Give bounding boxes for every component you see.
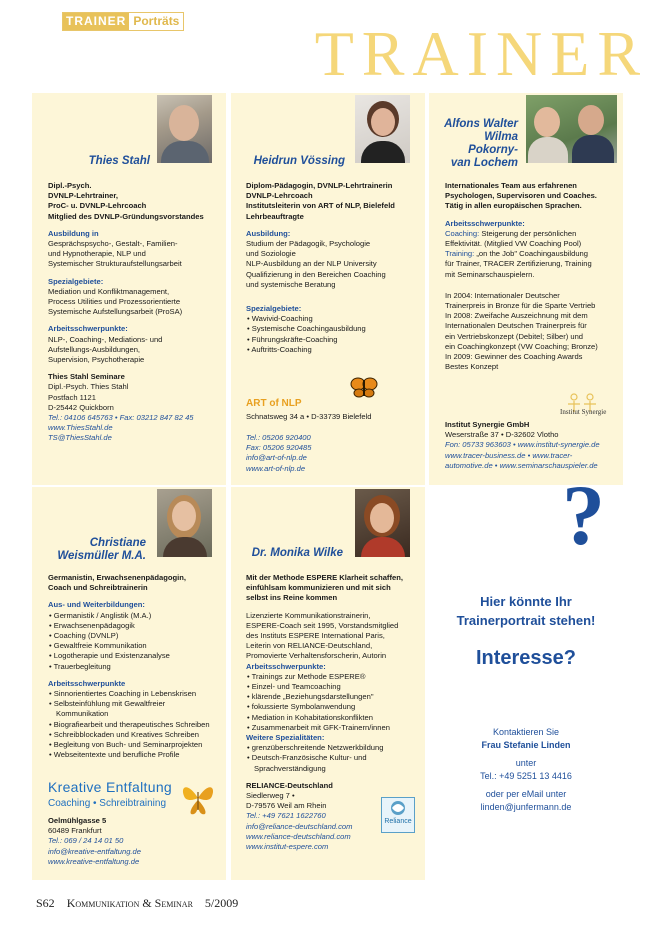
photo-monika-wilke [355, 489, 410, 557]
section-tag-trainer: TRAINER [63, 13, 129, 30]
text-line: Leiterin von RELIANCE-Deutschland, [246, 641, 373, 651]
question-mark-icon: ? [562, 467, 605, 563]
list-item: • Trainings zur Methode ESPERE® [254, 672, 424, 682]
award-line: Internationalen Deutschen Trainerpreis für [445, 321, 587, 331]
trainer-name-line: Weismüller M.A. [57, 550, 146, 562]
website-link[interactable]: www.art-of-nlp.de [246, 463, 306, 473]
qualification: DVNLP-Lehrtrainer, [48, 191, 119, 201]
ad-contact-phone: Tel.: +49 5251 13 4416 [480, 770, 572, 781]
ad-contact-email[interactable]: linden@junfermann.de [480, 801, 572, 812]
section-heading: Arbeitsschwerpunkte: [48, 324, 128, 334]
list-item: • Selbsteinfühlung mit Gewaltfreier [56, 699, 224, 709]
qualification: ProC- u. DVNLP-Lehrcoach [48, 201, 147, 211]
award-line: ein Vertriebskonzept (Debitel; Silber) und [445, 331, 584, 341]
text-line: des Instituts ESPERE International Paris, [246, 631, 385, 641]
text-line: Lizenzierte Kommunikationstrainerin, [246, 610, 371, 620]
trainer-details [48, 181, 223, 444]
label: Coaching: [445, 228, 480, 238]
email-link[interactable]: info@reliance-deutschland.com [246, 821, 353, 831]
ad-contact [429, 726, 623, 813]
list-item: • Einzel- und Teamcoaching [254, 682, 424, 692]
email-link[interactable]: info@art-of-nlp.de [246, 453, 307, 463]
list-item: • Erwachsenenpädagogik [56, 621, 224, 631]
organization-logo: ART of NLP [246, 398, 302, 409]
section-heading: Arbeitsschwerpunkte: [246, 661, 326, 671]
email-link[interactable]: TS@ThiesStahl.de [48, 433, 112, 443]
qualification: Psychologen, Supervisoren und Coaches. [445, 191, 597, 201]
trainer-details [246, 181, 424, 355]
list-item: • Gewaltfreie Kommunikation [56, 641, 224, 651]
section-heading: Weitere Spezialitäten: [246, 733, 325, 743]
qualification: Coach und Schreibtrainerin [48, 583, 148, 593]
text: „on the Job" Coachingausbildung [474, 249, 588, 259]
trainer-name-line: van Lochem [450, 157, 518, 169]
text-line: Supervision, Psychotherapie [48, 355, 145, 365]
page-number: S62 [36, 896, 55, 910]
list-item: • Coaching (DVNLP) [56, 631, 224, 641]
section-heading: Ausbildung: [246, 228, 291, 238]
photo-heidrun-voessing [355, 95, 410, 163]
website-link[interactable]: www.ThiesStahl.de [48, 423, 113, 433]
ad-headline-line: Hier könnte Ihr [480, 594, 572, 609]
text-line: für Trainer, TRACER Zertifizierung, Training [445, 259, 592, 269]
kreative-entfaltung-logo: Kreative Entfaltung [48, 779, 172, 795]
trainer-name [40, 537, 146, 563]
institut-synergie-logo-text: Institut Synergie [560, 408, 607, 416]
ad-contact-name: Frau Stefanie Linden [481, 739, 571, 750]
trainer-details [445, 181, 621, 372]
contact-phone[interactable]: Fon: 05733 963603 • www.institut-synergie.de [445, 440, 600, 450]
page-title: TRAINER [314, 18, 648, 89]
list-item: • fokussierte Symbolanwendung [254, 702, 424, 712]
list-item: • klärende „Beziehungsdarstellungen" [254, 692, 424, 702]
qualification: Internationales Team aus erfahrenen [445, 181, 577, 190]
website-link[interactable]: www.tracer-business.de • www.tracer- [445, 450, 573, 460]
contact-phone: Tel.: 04106 645763 • Fax: 03212 847 82 45 [48, 413, 194, 423]
list-item: • Zusammenarbeit mit GFK-Trainern/innen [254, 723, 424, 733]
reliance-logo [381, 797, 415, 833]
address-line: D-79576 Weil am Rhein [246, 801, 327, 811]
section-heading: Arbeitsschwerpunkte [48, 678, 126, 688]
qualification: Mitglied des DVNLP-Gründungsvorstandes [48, 211, 204, 221]
qualification: Tätig in allen europäischen Sprachen. [445, 201, 582, 211]
text-line: Effektivität. (Mitglied VW Coaching Pool) [445, 239, 582, 249]
website-link[interactable]: www.reliance-deutschland.com [246, 831, 351, 841]
website-link[interactable]: www.institut-espere.com [246, 842, 329, 852]
list-item-continued: Kommunikation [56, 709, 109, 719]
list-item: • Trauerbegleitung [56, 662, 224, 672]
section-tag [62, 12, 184, 31]
institut-synergie-logo [560, 392, 618, 422]
text-line: NLP-Ausbildung an der NLP University [246, 259, 377, 269]
website-link[interactable]: www.kreative-entfaltung.de [48, 856, 140, 866]
list-item: • Begleitung von Buch- und Seminarprojekten [56, 740, 224, 750]
text-line: Systemische Aufstellungsarbeit (ProSA) [48, 307, 183, 317]
photo-thies-stahl [157, 95, 212, 163]
section-heading: Aus- und Weiterbildungen: [48, 600, 145, 610]
text-line: und Soziologie [246, 249, 296, 259]
text-line: Aufstellungs-Ausbildungen, [48, 344, 141, 354]
award-line: In 2004: Internationaler Deutscher [445, 290, 560, 300]
text-line: und Hypnotherapie, NLP und [48, 249, 146, 259]
butterfly-icon [350, 376, 378, 400]
list-item: • Wavivid-Coaching [254, 314, 424, 324]
text-line: Process Utilities und Prozessorientierte [48, 297, 181, 307]
award-line: ein Coachingkonzept (VW Coaching; Bronze) [445, 341, 598, 351]
contact-phone: Tel.: +49 7621 1622760 [246, 811, 326, 821]
section-heading: Spezialgebiete: [246, 304, 302, 314]
trainer-name [430, 118, 518, 170]
section-heading: Arbeitsschwerpunkte: [445, 218, 525, 228]
qualification: selbst ins Reine kommen [246, 593, 338, 603]
contact-block [445, 420, 623, 471]
list-item: • Sinnorientiertes Coaching in Lebenskrisen [56, 689, 224, 699]
contact-links [246, 433, 424, 474]
organization-name: Thies Stahl Seminare [48, 372, 125, 382]
text-line: Qualifizierung in den Bereichen Coaching [246, 269, 386, 279]
list-item: • grenzüberschreitende Netzwerkbildung [254, 743, 424, 753]
website-link[interactable]: automotive.de • www.seminarschauspieler.de [445, 460, 598, 470]
list-item: • Auftritts-Coaching [254, 345, 424, 355]
address-line: 60489 Frankfurt [48, 826, 102, 836]
section-heading: Spezialgebiete: [48, 276, 104, 286]
text-line [445, 249, 621, 259]
address-line: Postfach 1121 [48, 392, 96, 402]
text-line: und systemische Beratung [246, 279, 336, 289]
list-item: • Biografiearbeit und therapeutisches Schreiben [56, 720, 224, 730]
contact-block [48, 816, 224, 867]
trainer-name-line: Christiane [89, 537, 146, 549]
address-line: Siedlerweg 7 • [246, 791, 295, 801]
trainer-name: Thies Stahl [88, 155, 150, 167]
text-line: Studium der Pädagogik, Psychologie [246, 239, 371, 249]
contact-fax: Fax: 05206 920485 [246, 443, 312, 453]
text-line: Gesprächspsycho-, Gestalt-, Familien- [48, 239, 178, 249]
list-item: • Logotherapie und Existenzanalyse [56, 651, 224, 661]
award-line: In 2009: Gewinner des Coaching Awards [445, 352, 583, 362]
qualification: Diplom-Pädagogin, DVNLP-Lehrtrainerin [246, 181, 393, 190]
text-line: ESPERE-Coach seit 1995, Vorstandsmitglied [246, 620, 399, 630]
text-line: mit Seminarschauspielern. [445, 269, 535, 279]
qualification: Mit der Methode ESPERE Klarheit schaffen, [246, 573, 403, 582]
butterfly-icon [178, 778, 218, 820]
list-item: • Systemische Coachingausbildung [254, 324, 424, 334]
address-line: Weserstraße 37 • D-32602 Vlotho [445, 430, 559, 440]
list-item-continued: Sprachverständigung [254, 763, 326, 773]
photo-alfons-wilma [526, 95, 617, 163]
list-item: • Mediation in Kohabitationskonflikten [254, 713, 424, 723]
kreative-entfaltung-tagline: Coaching • Schreibtraining [48, 798, 167, 809]
contact-phone: Tel.: 05206 920400 [246, 433, 311, 442]
text: Steigerung der persönlichen [479, 228, 577, 238]
qualification: Lehrbeauftragte [246, 211, 304, 221]
section-heading: Ausbildung in [48, 228, 99, 238]
organization-name: Institut Synergie GmbH [445, 420, 530, 429]
trainer-name-line: Alfons Walter [444, 118, 518, 130]
text-line: Mediation und Konfliktmanagement, [48, 286, 170, 296]
ad-contact-intro: Kontaktieren Sie [492, 727, 560, 737]
qualification: einfühlsam kommunizieren und mit sich [246, 583, 391, 593]
award-line: Trainerpreis in Bronze für die Sparte Vertrieb [445, 301, 596, 311]
qualification: Germanistin, Erwachsenenpädagogin, [48, 573, 186, 582]
ad-headline-line: Trainerportrait stehen! [456, 613, 596, 628]
list-item: • Schreibblockaden und Kreatives Schreiben [56, 730, 224, 740]
list-item: • Führungskräfte-Coaching [254, 335, 424, 345]
ad-contact-oder: oder per eMail unter [485, 789, 567, 799]
label: Training: [445, 249, 475, 259]
list-item: • Webseitentexte und berufliche Profile [56, 750, 224, 760]
text-line: Promovierte Verhaltensforscherin, Autorin [246, 651, 387, 661]
ad-interest: Interesse? [475, 647, 577, 669]
text-line: Systemischer Strukturaufstellungsarbeit [48, 259, 182, 269]
issue-number: 5/2009 [204, 896, 239, 910]
qualification: DVNLP-Lehrcoach [246, 191, 313, 201]
text-line: NLP-, Coaching-, Mediations- und [48, 334, 163, 344]
trainer-name-line: Pokorny- [468, 144, 518, 156]
reliance-logo-text: Reliance [384, 818, 412, 825]
award-line: Bestes Konzept [445, 362, 499, 372]
address-line: Schnatsweg 34 a • D-33739 Bielefeld [246, 412, 372, 421]
text-line [445, 229, 621, 239]
organization-name: RELIANCE-Deutschland [246, 780, 333, 790]
contact-phone: Tel.: 069 / 24 14 01 50 [48, 836, 124, 846]
list-item: • Germanistik / Anglistik (M.A.) [56, 611, 224, 621]
address-line: Dipl.-Psych. Thies Stahl [48, 382, 129, 392]
trainer-name-line: Wilma [484, 131, 518, 143]
trainer-name: Dr. Monika Wilke [251, 547, 343, 559]
trainer-name: Heidrun Vössing [253, 155, 345, 167]
address-line: D-25442 Quickborn [48, 402, 114, 412]
trainer-details [48, 573, 224, 760]
page-footer [36, 896, 238, 911]
reliance-logo-mark [382, 798, 414, 818]
ad-headline [429, 592, 623, 630]
qualification: Institutsleiterin von ART of NLP, Bielefeld [246, 201, 395, 211]
qualification: Dipl.-Psych. [48, 181, 92, 190]
address-line: Oelmühlgasse 5 [48, 816, 107, 825]
photo-christiane-weismueller [157, 489, 212, 557]
magazine-name: Kommunikation & Seminar [66, 896, 193, 910]
list-item: • Deutsch-Französische Kultur- und [254, 753, 424, 763]
section-tag-portraits: Porträts [133, 14, 180, 28]
email-link[interactable]: info@kreative-entfaltung.de [48, 846, 141, 856]
ad-contact-unter: unter [515, 758, 537, 768]
award-line: In 2008: Zweifache Auszeichnung mit dem [445, 311, 588, 321]
